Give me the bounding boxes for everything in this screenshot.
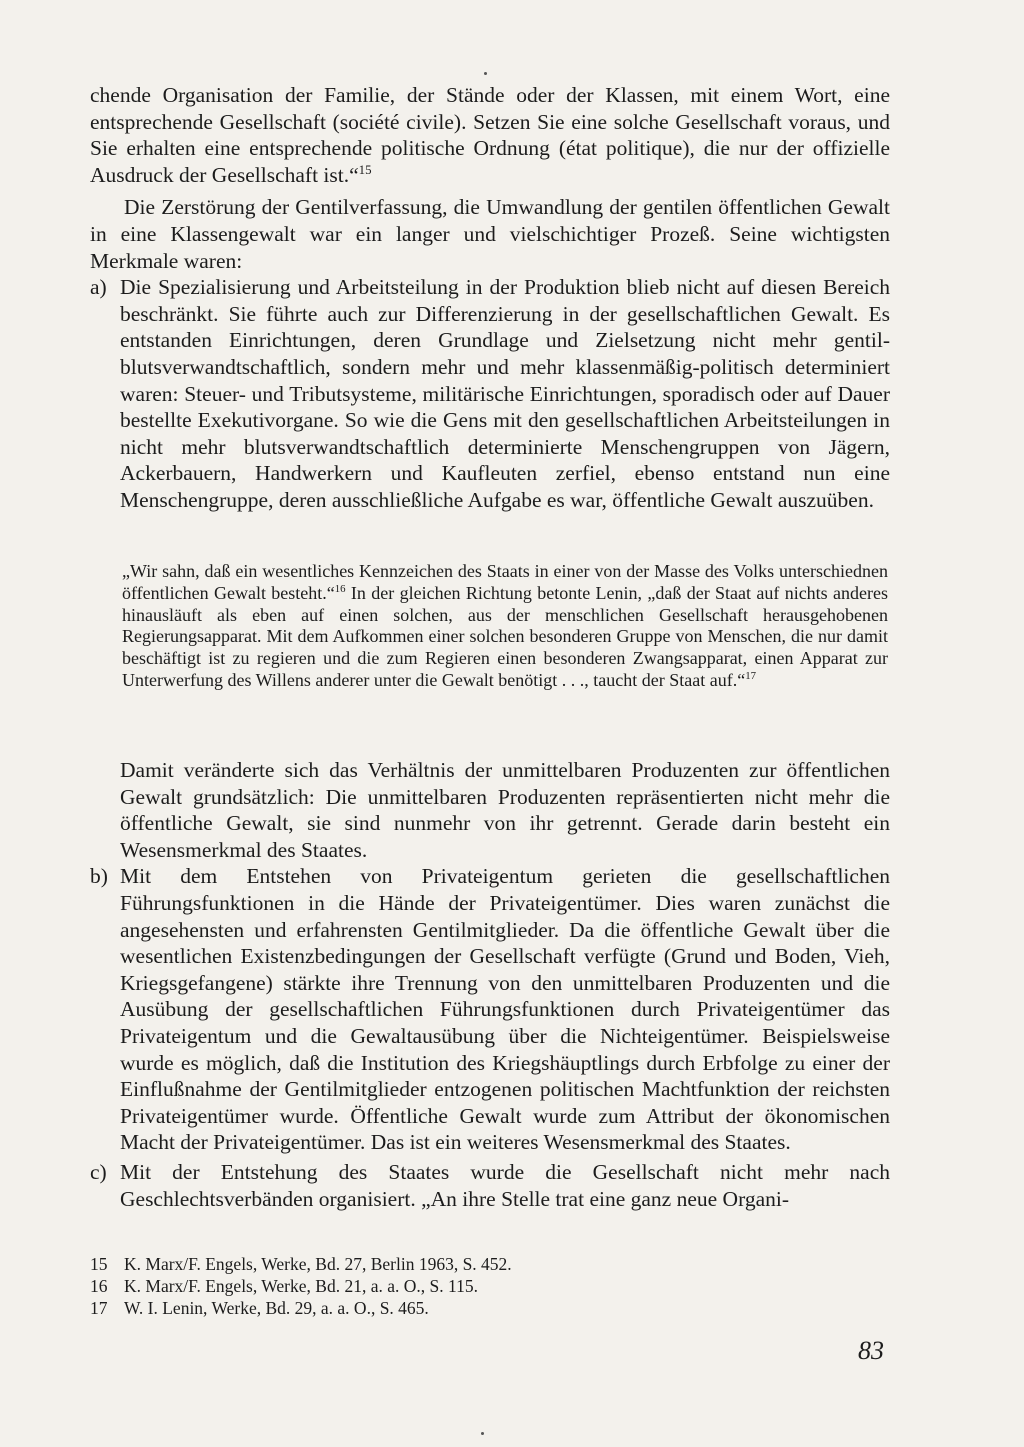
page-number: 83 xyxy=(858,1336,884,1365)
list-marker: a) xyxy=(90,275,107,300)
footnotes xyxy=(90,1253,790,1319)
scan-speck xyxy=(484,72,487,75)
footnote-text: K. Marx/F. Engels, Werke, Bd. 27, Berlin 1963, S. 452. xyxy=(124,1254,512,1274)
footnote xyxy=(90,1275,790,1297)
quote-text xyxy=(122,561,888,692)
list-item-a xyxy=(90,274,890,513)
list-marker: b) xyxy=(90,864,108,889)
paragraph-text: chende Organisation der Familie, der Stände oder der Klassen, mit einem Wort, eine entsprechende Gesellschaft (société civile). Setzen Sie eine solche Gesellschaft voraus, und Sie erhalten eine entsprechende politische Ordnung (état politique), die nur der offizielle Ausdruck der Gesellschaft ist.“ xyxy=(90,83,890,187)
paragraph-continuation xyxy=(90,82,890,188)
footnote xyxy=(90,1253,790,1275)
scan-speck xyxy=(481,1432,484,1435)
paragraph: Die Zerstörung der Gentilverfassung, die Umwandlung der gentilen öffentlichen Gewalt in eine Klassengewalt war ein langer und vielschichtiger Prozeß. Seine wichtigsten Merkmale waren: xyxy=(90,195,890,273)
footnote xyxy=(90,1297,790,1319)
footnote-number: 16 xyxy=(90,1276,108,1296)
footnote-ref: 15 xyxy=(358,162,372,177)
list-marker: c) xyxy=(90,1159,107,1184)
list-item-text: Die Spezialisierung und Arbeitsteilung in der Produktion blieb nicht auf diesen Bereich beschränkt. Sie führte auch zur Differenzierung in der gesellschaftlichen Gewalt. Es entstanden Einrichtungen, deren Grundlage und Zielsetzung nicht mehr gentil-blutsverwandtschaftlich, sondern mehr und mehr klassenmäßig-politisch determiniert waren: Steuer- und Tributsysteme, militärische Einrichtungen, sporadisch oder auf Dauer bestellte Exekutivorgane. So wie die Gens mit den gesellschaftlichen Arbeitsteilungen in nicht mehr blutsverwandtschaftlich determinierte Menschengruppen von Jägern, Ackerbauern, Handwerkern und Kaufleuten zerfiel, ebenso entstand nun eine Menschengruppe, deren ausschließliche Aufgabe es war, öffentliche Gewalt auszuüben. xyxy=(120,275,890,512)
block-quote xyxy=(122,561,888,692)
list-item-text: Mit dem Entstehen von Privateigentum gerieten die gesellschaftlichen Führungsfunktionen in die Hände der Privateigentümer. Dies waren zunächst die angesehensten und erfahrensten Gentilmitglieder. Da die öffentliche Gewalt über die wesentlichen Existenzbedingungen der Gesellschaft verfügte (Grund und Boden, Vieh, Kriegsgefangene) stärkte ihre Trennung von den unmittelbaren Produzenten und die Ausübung der gesellschaftlichen Führungsfunktionen durch Privateigentümer das Privateigentum und die Gewaltausübung über die Nichteigentümer. Beispielsweise wurde es möglich, daß die Institution des Kriegshäuptlings durch Erbfolge zu einer der Einflußnahme der Gentilmitglieder entzogenen politischen Machtfunktion der reichsten Privateigentümer wurde. Öffentliche Gewalt wurde zum Attribut der ökonomischen Macht der Privateigentümer. Das ist ein weiteres Wesensmerkmal des Staates. xyxy=(120,864,890,1155)
footnote-text: K. Marx/F. Engels, Werke, Bd. 21, a. a. O., S. 115. xyxy=(124,1276,478,1296)
quote-segment: „Wir sahn, daß ein wesentliches Kennzeichen des Staats in einer von der Masse des Volks unterschiednen öffentlichen Gewalt besteht.“ xyxy=(122,561,888,603)
quote-segment: In der gleichen Richtung betonte Lenin, „daß der Staat auf nichts anderes hinausläuft als eben auf einen solchen, aus der menschlichen Gesellschaft herausgehobenen Regierungsapparat. Mit dem Aufkommen einer solchen besonderen Gruppe von Menschen, die nur damit beschäftigt ist zu regieren und die zum Regieren einen besonderen Zwangsapparat, einen Apparat zur Unterwerfung des Willens anderer unter die Gewalt benötigt . . ., taucht der Staat auf.“ xyxy=(122,582,888,690)
main-text-bottom xyxy=(90,757,890,1212)
footnote-number: 15 xyxy=(90,1254,108,1274)
list-item-c xyxy=(90,1159,890,1212)
footnote-ref: 17 xyxy=(745,669,757,682)
main-text-top xyxy=(90,82,890,514)
list-item-text: Mit der Entstehung des Staates wurde die Gesellschaft nicht mehr nach Geschlechtsverbänden organisiert. „An ihre Stelle trat eine ganz neue Organi- xyxy=(120,1159,890,1211)
list-item-b xyxy=(90,863,890,1156)
footnote-number: 17 xyxy=(90,1298,108,1318)
footnote-ref: 16 xyxy=(334,582,346,595)
list-item-a-continuation xyxy=(90,757,890,863)
paragraph: Damit veränderte sich das Verhältnis der unmittelbaren Produzenten zur öffentlichen Gewalt grundsätzlich: Die unmittelbaren Produzenten repräsentierten nicht mehr die öffentliche Gewalt, sie sind nunmehr von ihr getrennt. Gerade darin besteht ein Wesensmerkmal des Staates. xyxy=(120,758,890,862)
footnote-text: W. I. Lenin, Werke, Bd. 29, a. a. O., S. 465. xyxy=(124,1298,429,1318)
